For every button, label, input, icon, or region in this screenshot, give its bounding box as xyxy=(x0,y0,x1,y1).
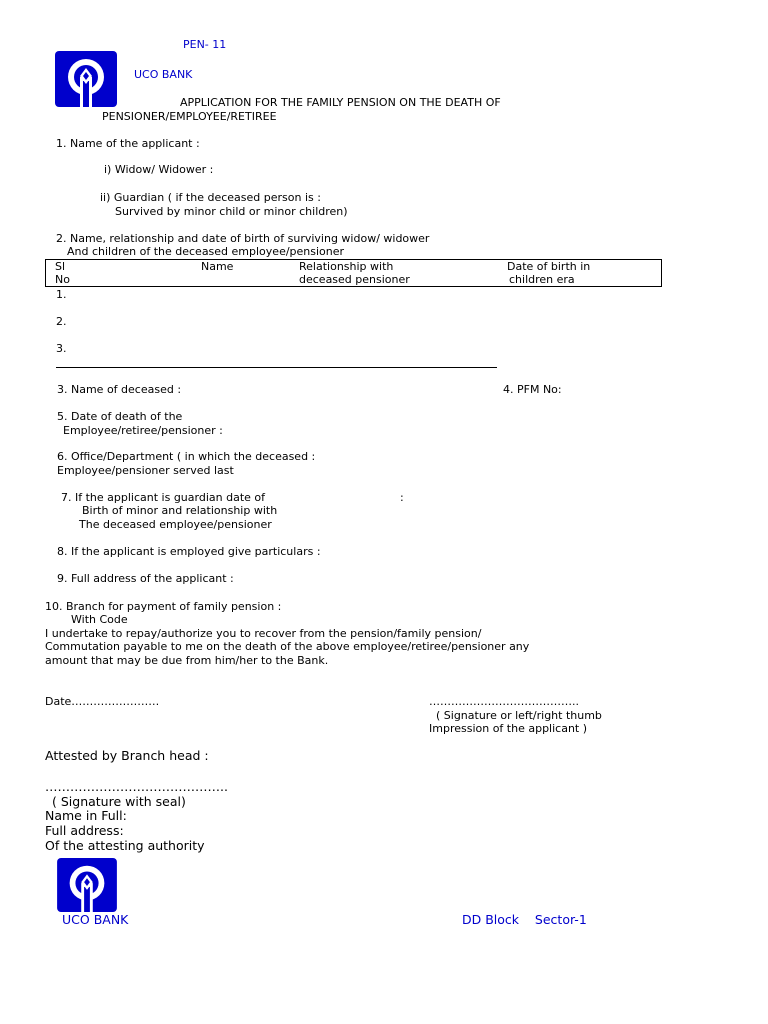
table-row: 1. xyxy=(56,288,67,301)
table-col-sl: Sl xyxy=(55,260,66,273)
signature-label-cont: Impression of the applicant ) xyxy=(429,722,588,735)
attest-full-address: Full address: xyxy=(45,823,124,838)
attest-signature-seal: ( Signature with seal) xyxy=(52,794,186,809)
q7-guardian-dob-cont2: The deceased employee/pensioner xyxy=(79,518,272,531)
q7-guardian-dob-cont: Birth of minor and relationship with xyxy=(82,504,278,517)
footer-bank-name: UCO BANK xyxy=(62,912,129,927)
attest-name-in-full: Name in Full: xyxy=(45,808,127,823)
undertaking-text: amount that may be due from him/her to the Bank. xyxy=(45,654,329,667)
q1-widow: i) Widow/ Widower : xyxy=(104,163,214,176)
table-end-line xyxy=(56,367,497,368)
footer-address: DD Block Sector-1 xyxy=(462,912,587,927)
undertaking-text: I undertake to repay/authorize you to recover from the pension/family pension/ xyxy=(45,627,482,640)
uco-bank-logo-icon xyxy=(55,51,117,107)
form-title: APPLICATION FOR THE FAMILY PENSION ON THE DEATH OF xyxy=(180,96,501,109)
q2-label-cont: And children of the deceased employee/pensioner xyxy=(67,245,345,258)
form-title-cont: PENSIONER/EMPLOYEE/RETIREE xyxy=(102,110,277,123)
table-col-dob-cont: children era xyxy=(509,273,575,286)
q6-office-department: 6. Office/Department ( in which the deceased : xyxy=(57,450,316,463)
attested-by-heading: Attested by Branch head : xyxy=(45,748,209,763)
q4-pfm-no: 4. PFM No: xyxy=(503,383,562,396)
table-col-relationship-cont: deceased pensioner xyxy=(299,273,410,286)
q5-date-of-death-cont: Employee/retiree/pensioner : xyxy=(63,424,223,437)
q10-branch-code: With Code xyxy=(71,613,128,626)
q5-date-of-death: 5. Date of death of the xyxy=(57,410,183,423)
q8-employed-particulars: 8. If the applicant is employed give particulars : xyxy=(57,545,321,558)
q9-full-address: 9. Full address of the applicant : xyxy=(57,572,234,585)
q2-label: 2. Name, relationship and date of birth of surviving widow/ widower xyxy=(56,232,430,245)
attest-authority: Of the attesting authority xyxy=(45,838,205,853)
q1-guardian: ii) Guardian ( if the deceased person is : xyxy=(100,191,321,204)
table-row: 3. xyxy=(56,342,67,355)
bank-name: UCO BANK xyxy=(134,68,193,81)
table-col-dob: Date of birth in xyxy=(507,260,591,273)
q7-guardian-dob: 7. If the applicant is guardian date of xyxy=(61,491,265,504)
signature-label: ( Signature or left/right thumb xyxy=(436,709,602,722)
q6-office-department-cont: Employee/pensioner served last xyxy=(57,464,234,477)
date-field: Date…………………… xyxy=(45,695,160,708)
table-col-name: Name xyxy=(201,260,234,273)
attest-signature-dots: …………………………………….. xyxy=(45,779,228,794)
uco-bank-footer-logo-icon xyxy=(57,858,117,912)
signature-dots: ………………………………….. xyxy=(429,695,579,708)
form-code: PEN- 11 xyxy=(183,38,227,51)
q7-colon: : xyxy=(400,491,404,504)
q1-guardian-cont: Survived by minor child or minor children) xyxy=(115,205,348,218)
q1-label: 1. Name of the applicant : xyxy=(56,137,200,150)
q10-branch-for-payment: 10. Branch for payment of family pension : xyxy=(45,600,282,613)
table-col-sl-no: No xyxy=(55,273,70,286)
table-col-relationship: Relationship with xyxy=(299,260,394,273)
table-row: 2. xyxy=(56,315,67,328)
q3-name-of-deceased: 3. Name of deceased : xyxy=(57,383,182,396)
undertaking-text: Commutation payable to me on the death of the above employee/retiree/pensioner any xyxy=(45,640,530,653)
